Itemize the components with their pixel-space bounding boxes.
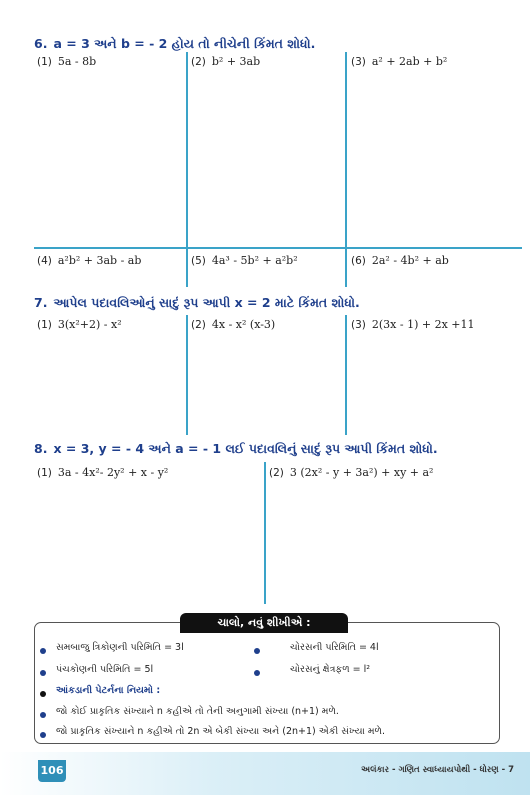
q7-item-2: (2) 4x - x² (x-3)	[191, 318, 276, 331]
q6-item-2: (2) b² + 3ab	[191, 55, 261, 68]
bullet-icon	[40, 670, 46, 676]
fact-pentagon-perimeter: પંચકોણની પરિમિતિ = 5l	[56, 664, 154, 675]
page-number: 106	[38, 760, 66, 782]
pattern-rules-heading: આંકડાની પેટર્નના નિયમો :	[56, 685, 161, 696]
q6-divider-1	[186, 52, 188, 287]
fact-square-area: ચોરસનું ક્ષેત્રફળ = l²	[290, 664, 371, 675]
q8-heading	[34, 441, 438, 457]
bullet-icon	[254, 670, 260, 676]
bullet-icon	[40, 712, 46, 718]
q8-divider	[264, 462, 266, 604]
q8-item-1: (1) 3a - 4x²- 2y² + x - y²	[37, 466, 169, 479]
q6-row-divider	[34, 247, 522, 249]
q8-title: x = 3, y = - 4 અને a = - 1 લઈ પદાવલિનું સાદું રૂપ આપી કિંમત શોધો.	[53, 441, 438, 456]
learn-box-heading: ચાલો, નવું શીખીએ :	[180, 613, 348, 633]
q8-number: 8.	[34, 441, 48, 456]
q7-divider-2	[345, 315, 347, 435]
q7-number: 7.	[34, 295, 48, 310]
q6-item-4: (4) a²b² + 3ab - ab	[37, 254, 142, 267]
q7-divider-1	[186, 315, 188, 435]
q6-title: a = 3 અને b = - 2 હોય તો નીચેની કિંમત શોધો.	[53, 36, 316, 51]
q7-title: આપેલ પદાવલિઓનું સાદું રૂપ આપી x = 2 માટે કિંમત શોધો.	[53, 295, 360, 310]
q6-divider-2	[345, 52, 347, 287]
q6-item-6: (6) 2a² - 4b² + ab	[351, 254, 449, 267]
q7-item-3: (3) 2(3x - 1) + 2x +11	[351, 318, 475, 331]
bullet-icon	[254, 648, 260, 654]
fact-triangle-perimeter: સમબાજુ ત્રિકોણની પરિમિતિ = 3l	[56, 642, 184, 653]
bullet-icon	[40, 732, 46, 738]
q7-item-1: (1) 3(x²+2) - x²	[37, 318, 122, 331]
q6-heading	[34, 36, 315, 52]
bullet-icon	[40, 691, 46, 697]
q6-item-3: (3) a² + 2ab + b²	[351, 55, 448, 68]
q8-item-2: (2) 3 (2x² - y + 3a²) + xy + a²	[269, 466, 434, 479]
bullet-icon	[40, 648, 46, 654]
pattern-rule-2: જો પ્રાકૃતિક સંખ્યાને n કહીએ તો 2n એ બેકી સંખ્યા અને (2n+1) એકી સંખ્યા મળે.	[56, 726, 385, 737]
q6-item-5: (5) 4a³ - 5b² + a²b²	[191, 254, 298, 267]
pattern-rule-1: જો કોઈ પ્રાકૃતિક સંખ્યાને n કહીએ તો તેની અનુગામી સંખ્યા (n+1) મળે.	[56, 706, 339, 717]
q7-heading	[34, 295, 360, 311]
fact-square-perimeter: ચોરસની પરિમિતિ = 4l	[290, 642, 379, 653]
q6-number: 6.	[34, 36, 48, 51]
q6-item-1: (1) 5a - 8b	[37, 55, 97, 68]
book-title: અલંકાર - ગણિત સ્વાધ્યાયપોથી - ધોરણ - 7	[361, 765, 514, 775]
